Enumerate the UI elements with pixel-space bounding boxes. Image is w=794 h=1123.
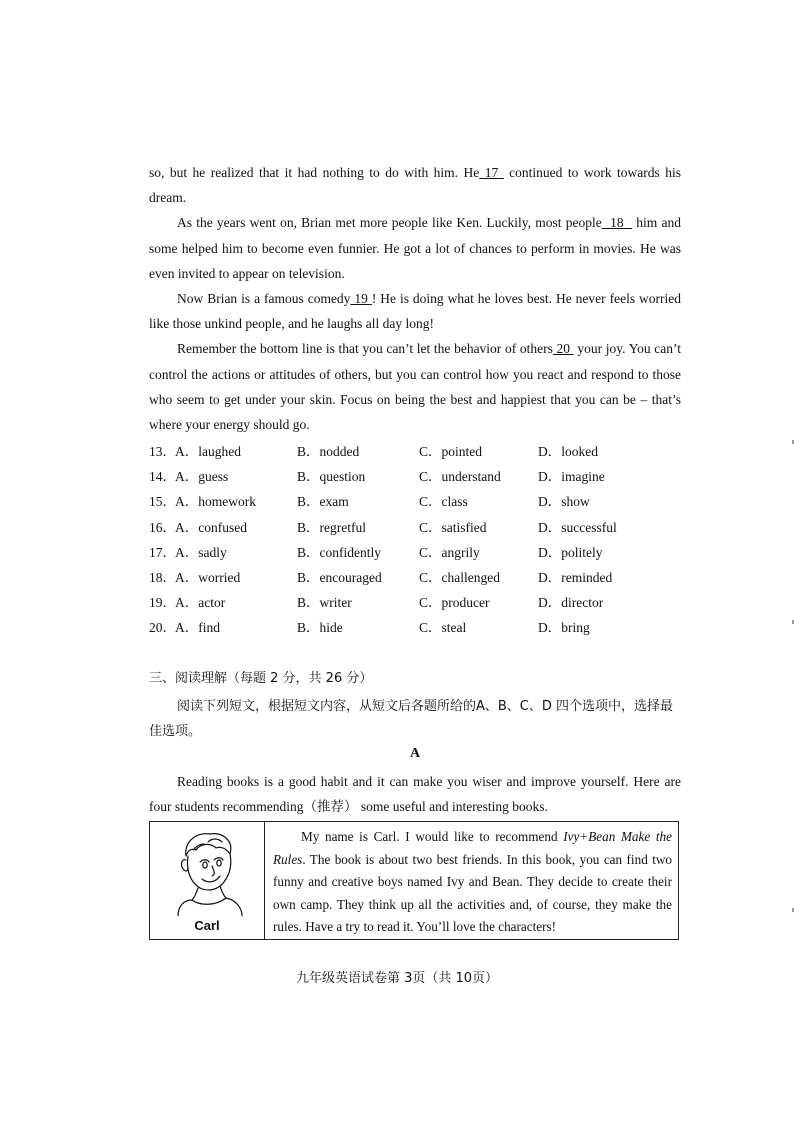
option-b: B．writer: [297, 595, 352, 611]
option-c: C．understand: [419, 469, 501, 485]
option-b: B．nodded: [297, 444, 360, 459]
card-text: . The book is about two best friends. In this book, you can find two funny and creative boys named Ivy and Bean. They decide to create their own camp. They think up all the activities and, of course, they make the rules. Have a try to read it. You’ll love the characters!: [273, 851, 672, 935]
paragraph-3: [149, 286, 681, 336]
book-title: Ivy+Bean Make the Rules: [273, 829, 672, 867]
paragraph-1: [149, 160, 681, 210]
option-c: C．pointed: [419, 444, 482, 459]
question-number: 19．: [149, 595, 176, 611]
blank-19: 19: [354, 291, 368, 307]
option-a: A．sadly: [175, 544, 227, 560]
option-row: [149, 515, 689, 540]
option-b: B．exam: [297, 494, 349, 510]
section-title: 三、阅读理解（每题 2 分，共 26 分）: [149, 671, 373, 686]
option-row: [149, 590, 689, 615]
portrait-cell: [150, 822, 265, 939]
page-footer: 九年级英语试卷第 3页（共 10页）: [295, 971, 499, 986]
option-row: [149, 565, 689, 590]
question-number: 14．: [149, 469, 176, 485]
paragraph-text: him and some helped him to become even funnier. He got a lot of chances to perform in movies. He was even invited to appear on television.: [149, 215, 682, 281]
option-row: [149, 540, 689, 565]
option-b: B．regretful: [297, 519, 366, 535]
paragraph-text: Remember the bottom line is that you can’t let the behavior of others: [177, 341, 553, 357]
paragraph-text: Now Brian is a famous comedy: [177, 291, 351, 307]
option-a: A．confused: [175, 519, 247, 535]
cloze-passage: [149, 160, 681, 437]
paragraph-text: your joy. You can’t control the actions or attitudes of others, but you can control how you react and respond to those who seem to get under your skin. Focus on being the best and happiest that you can be – that’s where your energy should go.: [149, 341, 682, 433]
option-b: B．confidently: [297, 544, 381, 560]
option-d: D．reminded: [538, 569, 613, 585]
option-d: D．politely: [538, 544, 603, 560]
student-name: Carl: [194, 918, 220, 933]
question-number: 18．: [149, 569, 176, 585]
passage-label: A: [409, 746, 421, 761]
option-d: D．bring: [538, 620, 590, 636]
question-number: 17．: [149, 544, 176, 560]
recommendation-text: [265, 822, 678, 939]
question-number: 13．: [149, 444, 176, 459]
option-row: [149, 615, 689, 640]
option-c: C．challenged: [419, 569, 500, 585]
boy-portrait-icon: [150, 826, 264, 916]
option-d: D．imagine: [538, 469, 605, 485]
paragraph-4: [149, 336, 681, 437]
option-d: D．show: [538, 494, 590, 510]
option-b: B．question: [297, 469, 366, 485]
question-number: 16．: [149, 519, 176, 535]
option-c: C．steal: [419, 620, 467, 636]
option-a: A．worried: [175, 569, 241, 585]
option-d: D．looked: [538, 444, 598, 459]
passage-intro: Reading books is a good habit and it can make you wiser and improve yourself. Here are four students recommending（推荐） some useful and interesting books.: [149, 774, 681, 815]
option-c: C．producer: [419, 595, 490, 611]
paragraph-text: ! He is doing what he loves best. He never feels worried like those unkind people, and he laughs all day long!: [149, 291, 682, 332]
option-a: A．find: [175, 620, 220, 636]
option-a: A．actor: [175, 595, 226, 611]
option-row: [149, 489, 689, 514]
option-row: [149, 464, 689, 489]
paragraph-text: As the years went on, Brian met more people like Ken. Luckily, most people: [177, 215, 602, 231]
option-a: A．homework: [175, 494, 256, 510]
question-number: 15．: [149, 494, 176, 510]
option-row: [149, 439, 689, 464]
option-b: B．encouraged: [297, 569, 382, 585]
option-a: A．laughed: [175, 444, 241, 459]
paragraph-text: continued to work towards his dream.: [149, 165, 682, 206]
card-text: My name is Carl. I would like to recommend: [301, 829, 558, 844]
option-c: C．satisfied: [419, 519, 487, 535]
paragraph-2: [149, 210, 681, 286]
section-instruction: 阅读下列短文，根据短文内容，从短文后各题所给的A、B、C、D 四个选项中，选择最佳选项。: [149, 699, 674, 739]
option-d: D．successful: [538, 519, 617, 535]
option-b: B．hide: [297, 620, 343, 636]
option-a: A．guess: [175, 469, 229, 485]
paragraph-text: so, but he realized that it had nothing to do with him. He: [149, 165, 480, 180]
options-list: [149, 439, 689, 641]
option-d: D．director: [538, 595, 604, 611]
recommendation-card: [149, 821, 679, 940]
blank-17: 17: [484, 165, 499, 180]
blank-20: 20: [556, 341, 571, 357]
option-c: C．angrily: [419, 544, 480, 560]
option-c: C．class: [419, 494, 468, 510]
question-number: 20．: [149, 620, 176, 636]
blank-18: 18: [610, 215, 624, 231]
